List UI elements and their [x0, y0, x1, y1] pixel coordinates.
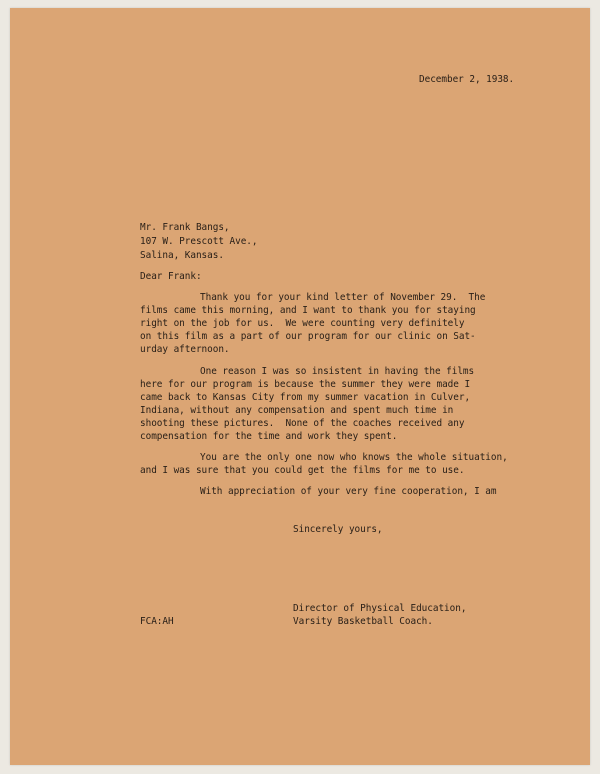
paragraph-line: and I was sure that you could get the films for me to use. — [140, 465, 465, 476]
signature-line: Director of Physical Education, — [293, 603, 467, 614]
closing: Sincerely yours, — [293, 524, 383, 535]
paragraph-line: came back to Kansas City from my summer vacation in Culver, — [140, 392, 471, 403]
paragraph-line: right on the job for us. We were counting very definitely — [140, 318, 465, 329]
salutation: Dear Frank: — [140, 271, 202, 282]
paragraph-line: shooting these pictures. None of the coaches received any — [140, 418, 465, 429]
paragraph-line: here for our program is because the summer they were made I — [140, 379, 471, 390]
recipient-line: Mr. Frank Bangs, — [140, 222, 230, 233]
recipient-line: Salina, Kansas. — [140, 250, 224, 261]
recipient-line: 107 W. Prescott Ave., — [140, 236, 258, 247]
paragraph-line: Indiana, without any compensation and spent much time in — [140, 405, 454, 416]
paragraph-line: urday afternoon. — [140, 344, 230, 355]
paragraph-line: compensation for the time and work they spent. — [140, 431, 398, 442]
paragraph-line: You are the only one now who knows the whole situation, — [200, 452, 508, 463]
paragraph-line: With appreciation of your very fine cooperation, I am — [200, 486, 497, 497]
paragraph-line: Thank you for your kind letter of November 29. The — [200, 292, 486, 303]
letter-date: December 2, 1938. — [419, 74, 515, 85]
paragraph-line: films came this morning, and I want to thank you for staying — [140, 305, 476, 316]
paragraph-line: on this film as a part of our program for our clinic on Sat- — [140, 331, 476, 342]
letter-page — [10, 8, 590, 765]
reference-initials: FCA:AH — [140, 616, 174, 627]
signature-line: Varsity Basketball Coach. — [293, 616, 433, 627]
paragraph-line: One reason I was so insistent in having the films — [200, 366, 475, 377]
